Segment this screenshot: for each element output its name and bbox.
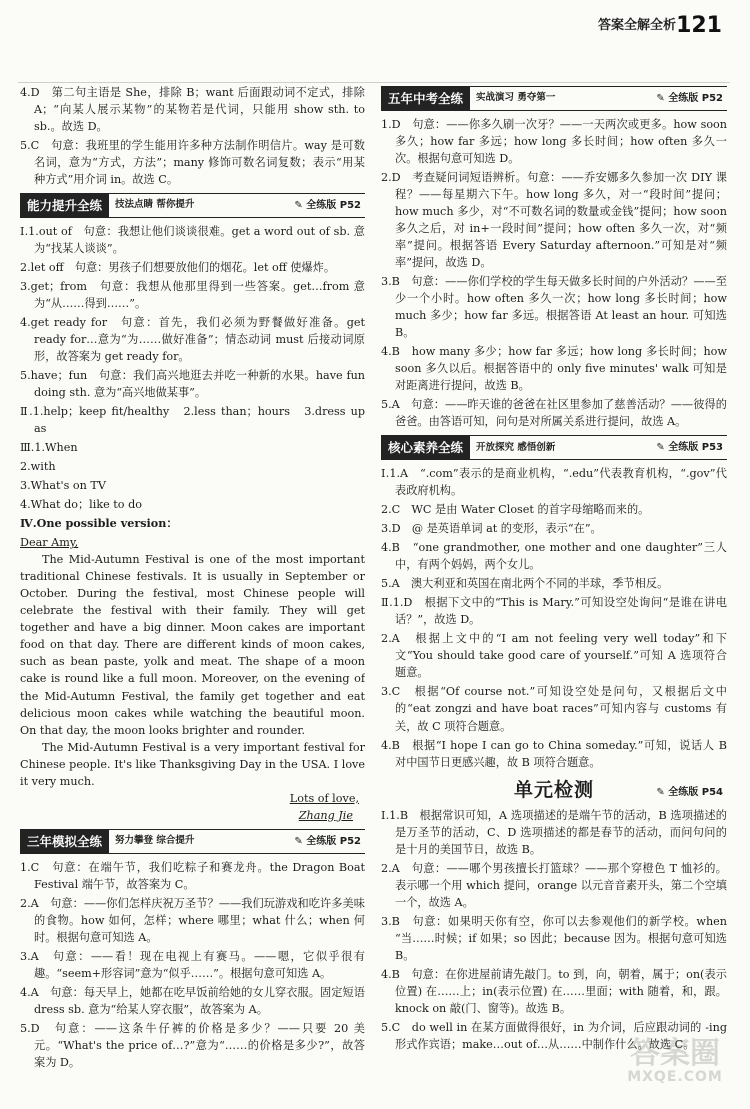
section-ref-text: 全练版 P53 xyxy=(668,442,723,454)
section-badge: 三年模拟全练 xyxy=(20,830,109,853)
answer-item: 5.A 句意：——昨天谁的爸爸在社区里参加了慈善活动？——彼得的爸爸。由答语可知，问句是对所属关系进行提问，故选 A。 xyxy=(381,398,727,429)
answer-item: 4.B 句意：在你进屋前请先敲门。to 到，向，朝着，属于；on(表示位置) 在……上；in(表示位置) 在……里面；with 随着，和，跟。knock on 敲(门、窗等)。故选 B。 xyxy=(381,967,727,1015)
unit-test-title: 单元检测 xyxy=(513,779,594,802)
section-subtitle: 技法点睛 帮你提升 xyxy=(115,199,195,211)
answer-item: 1.C 句意：在端午节，我们吃粽子和赛龙舟。the Dragon Boat Festival 端午节，故答案为 C。 xyxy=(20,860,365,891)
answer-item: 5.C do well in 在某方面做得很好，in 为介词，后应跟动词的 -ing 形式作宾语；make…out of…从……中制作什么。故选 C。 xyxy=(381,1020,727,1051)
answer-item: 2.C WC 是由 Water Closet 的首字母缩略而来的。 xyxy=(381,503,650,517)
unit-test-header xyxy=(381,779,727,803)
answer-item: 4.D 第二句主语是 She，排除 B；want 后面跟动词不定式，排除 A；“向某人展示某物”的某物若是代词，只能用 show sth. to sb.。故选 D。 xyxy=(20,86,365,134)
essay-paragraph: The Mid-Autumn Festival is a very important festival for Chinese people. It's like Thanksgiving Day in the USA. I love it very much. xyxy=(20,740,365,788)
pencil-icon: ✎ xyxy=(294,200,303,211)
answer-item: Ⅲ.1.When xyxy=(20,441,78,455)
section-subtitle: 实战演习 勇夺第一 xyxy=(476,92,556,104)
essay-paragraph: The Mid-Autumn Festival is one of the most important traditional Chinese festivals. It is usually in September or October. During the festival, most Chinese people will celebrate the festival with their family. They will get together and have a big dinner. Moon cakes are important food on that day. There are different kinds of moon cakes, such as bean paste, yolk and meat. The shape of a moon cake is round like a full moon. Moreover, on the evening of the Mid-Autumn Festival, the family get together and eat delicious moon cakes while watching the beautiful moon. On that day, the moon looks brighter and rounder. xyxy=(20,553,365,737)
answer-item: 2.A 句意：——哪个男孩擅长打篮球？——那个穿橙色 T 恤衫的。表示哪一个用 which 提问，orange 以元音音素开头，第二个空填一个，故选 A。 xyxy=(381,861,727,909)
pencil-icon: ✎ xyxy=(294,835,303,847)
answer-item: 3.What's on TV xyxy=(20,479,106,493)
section-header-five-year xyxy=(381,86,727,111)
answer-item: Ⅱ.1.D 根据下文中的“This is Mary.”可知设空处询问“是谁在讲电话？”，故选 D。 xyxy=(381,596,727,627)
section-ref-text: 全练版 P54 xyxy=(668,786,723,798)
right-column xyxy=(381,84,727,1095)
essay-signature: Zhang Jie xyxy=(298,808,353,822)
header-rule xyxy=(18,82,730,83)
section-ref-text: 全练版 P52 xyxy=(306,835,361,847)
answer-item: 1.D 句意：——你多久刷一次牙？——一天两次或更多。how soon 多久；how far 多远；how long 多长时间；how often 多久一次。根据句意可知选 D。 xyxy=(381,118,727,166)
answer-item: 4.B “one grandmother, one mother and one daughter”三人中，有两个妈妈，两个女儿。 xyxy=(381,541,727,572)
essay-closing: Lots of love, xyxy=(289,791,359,805)
section-ref-text: 全练版 P52 xyxy=(668,92,723,104)
left-column xyxy=(20,84,365,1095)
answer-item: 4.B how many 多少；how far 多远；how long 多长时间；how soon 多久以后。根据答语中的 only five minutes' walk 可知是对距离进行提问，故选 B。 xyxy=(381,345,727,393)
page-number: 121 xyxy=(676,13,722,38)
answer-item: Ⅰ.1.A “.com”表示的是商业机构，“.edu”代表教育机构，“.gov”代表政府机构。 xyxy=(381,467,727,498)
answer-item: 2.A 句意：——你们怎样庆祝万圣节？——我们玩游戏和吃许多美味的食物。how 如何，怎样；where 哪里；what 什么；when 何时。根据句意可知选 A。 xyxy=(20,896,365,944)
answer-item: Ⅳ.One possible version： xyxy=(20,516,178,531)
header-title: 答案全解全析 xyxy=(597,18,676,33)
section-ref xyxy=(656,785,723,800)
section-header-ability xyxy=(20,193,365,218)
answer-item: Ⅱ.1.help；keep fit/healthy 2.less than；hours 3.dress up as xyxy=(20,405,365,436)
answer-item: 2.let off 句意：男孩子们想要放他们的烟花。let off 使爆炸。 xyxy=(20,261,336,275)
answer-item: 4.get ready for 句意：首先，我们必须为野餐做好准备。get ready for…意为“为……做好准备”；情态动词 must 后接动词原形，故答案为 get ready for。 xyxy=(20,316,365,364)
answer-item: 2.A 根据上文中的“I am not feeling very well today”和下文“You should take good care of yourself.”可知 A 选项符合题意。 xyxy=(381,632,727,680)
section-ref-text: 全练版 P52 xyxy=(306,200,361,211)
section-ref xyxy=(294,198,361,213)
answer-item: 5.D 句意：——这条牛仔裤的价格是多少？——只要 20 美元。“What's the price of…?”意为“……的价格是多少?”，故答案为 D。 xyxy=(20,1021,365,1069)
answer-item: 3.C 根据“Of course not.”可知设空处是问句，又根据后文中的“eat zongzi and have boat races”可知内容与 customs 有关，故 C 项符合题意。 xyxy=(381,685,727,733)
answer-item: Ⅰ.1.out of 句意：我想让他们谈谈很难。get a word out of sb. 意为“找某人谈谈”。 xyxy=(20,225,365,256)
section-header-core xyxy=(381,435,727,460)
section-header-three-year xyxy=(20,829,365,854)
answer-item: 4.What do；like to do xyxy=(20,498,142,512)
answer-item: 3.B 句意：——你们学校的学生每天做多长时间的户外活动？——至少一个小时。how often 多久一次；how long 多长时间；how much 多少；how far 多远。根据答语 At least an hour. 可知选 B。 xyxy=(381,275,727,340)
section-subtitle: 努力攀登 综合提升 xyxy=(115,834,195,846)
answer-item: 2.with xyxy=(20,460,56,474)
pencil-icon: ✎ xyxy=(656,786,665,798)
section-badge: 五年中考全练 xyxy=(381,87,470,110)
answer-item: 3.B 句意：如果明天你有空，你可以去参观他们的新学校。when “当……时候；if 如果；so 因此；because 因为。根据句意可知选 B。 xyxy=(381,914,727,962)
answer-item: 4.B 根据“I hope I can go to China someday.”可知，说话人 B 对中国节日更感兴趣，故 B 项符合题意。 xyxy=(381,738,727,769)
answer-item: 4.A 句意：每天早上，她都在吃早饭前给她的女儿穿衣服。固定短语 dress sb. 意为“给某人穿衣服”，故答案为 A。 xyxy=(20,985,365,1016)
watermark-text: 答案圈 xyxy=(630,1036,720,1071)
essay-greeting: Dear Amy, xyxy=(20,536,79,550)
watermark-url: MXQE.COM xyxy=(627,1069,723,1085)
pencil-icon: ✎ xyxy=(656,92,665,104)
answer-item: 5.A 澳大利亚和英国在南北两个不同的半球，季节相反。 xyxy=(381,577,669,591)
section-subtitle: 开放探究 感悟创新 xyxy=(476,441,556,453)
answer-item: Ⅰ.1.B 根据常识可知，A 选项描述的是端午节的活动，B 选项描述的是万圣节的活动，C、D 选项描述的都是春节的活动，而问句问的是十月的美国节日，故选 B。 xyxy=(381,808,727,856)
section-ref xyxy=(294,834,361,849)
page-header xyxy=(0,0,750,44)
answer-item: 5.C 句意：我班里的学生能用许多种方法制作明信片。way 是可数名词，意为“方式，方法”；many 修饰可数名词复数；表示“用某种方式”用介词 in。故选 C。 xyxy=(20,139,365,187)
answer-item: 2.D 考查疑问词短语辨析。句意：——乔安娜多久参加一次 DIY 课程？——每星期六下午。how long 多久，对一“段时间”提问；how much 多少，对“不可数名词的数量或金钱”提问；how soon 多久之后，对 in+一段时间”提问；how often 多久一次，对“频率”提问。根据答语 Every Saturday afternoon.”可知是对“频率”提问，故选 D。 xyxy=(381,171,727,270)
watermark-logo xyxy=(610,1037,740,1097)
answer-item: 3.A 句意：——看！现在电视上有赛马。——嗯，它似乎很有趣。“seem+形容词”意为“似乎……”。根据句意可知选 A。 xyxy=(20,949,365,980)
answer-item: 5.have；fun 句意：我们高兴地逛去并吃一种新的水果。have fun doing sth. 意为“高兴地做某事”。 xyxy=(20,369,365,400)
answer-item: 3.D @ 是英语单词 at 的变形，表示“在”。 xyxy=(381,522,602,536)
section-ref xyxy=(656,91,723,106)
answer-item: 3.get；from 句意：我想从他那里得到一些答案。get…from 意为“从……得到……”。 xyxy=(20,280,365,311)
section-badge: 核心素养全练 xyxy=(381,436,470,459)
section-badge: 能力提升全练 xyxy=(20,194,109,217)
section-ref xyxy=(656,440,723,455)
pencil-icon: ✎ xyxy=(656,442,665,454)
